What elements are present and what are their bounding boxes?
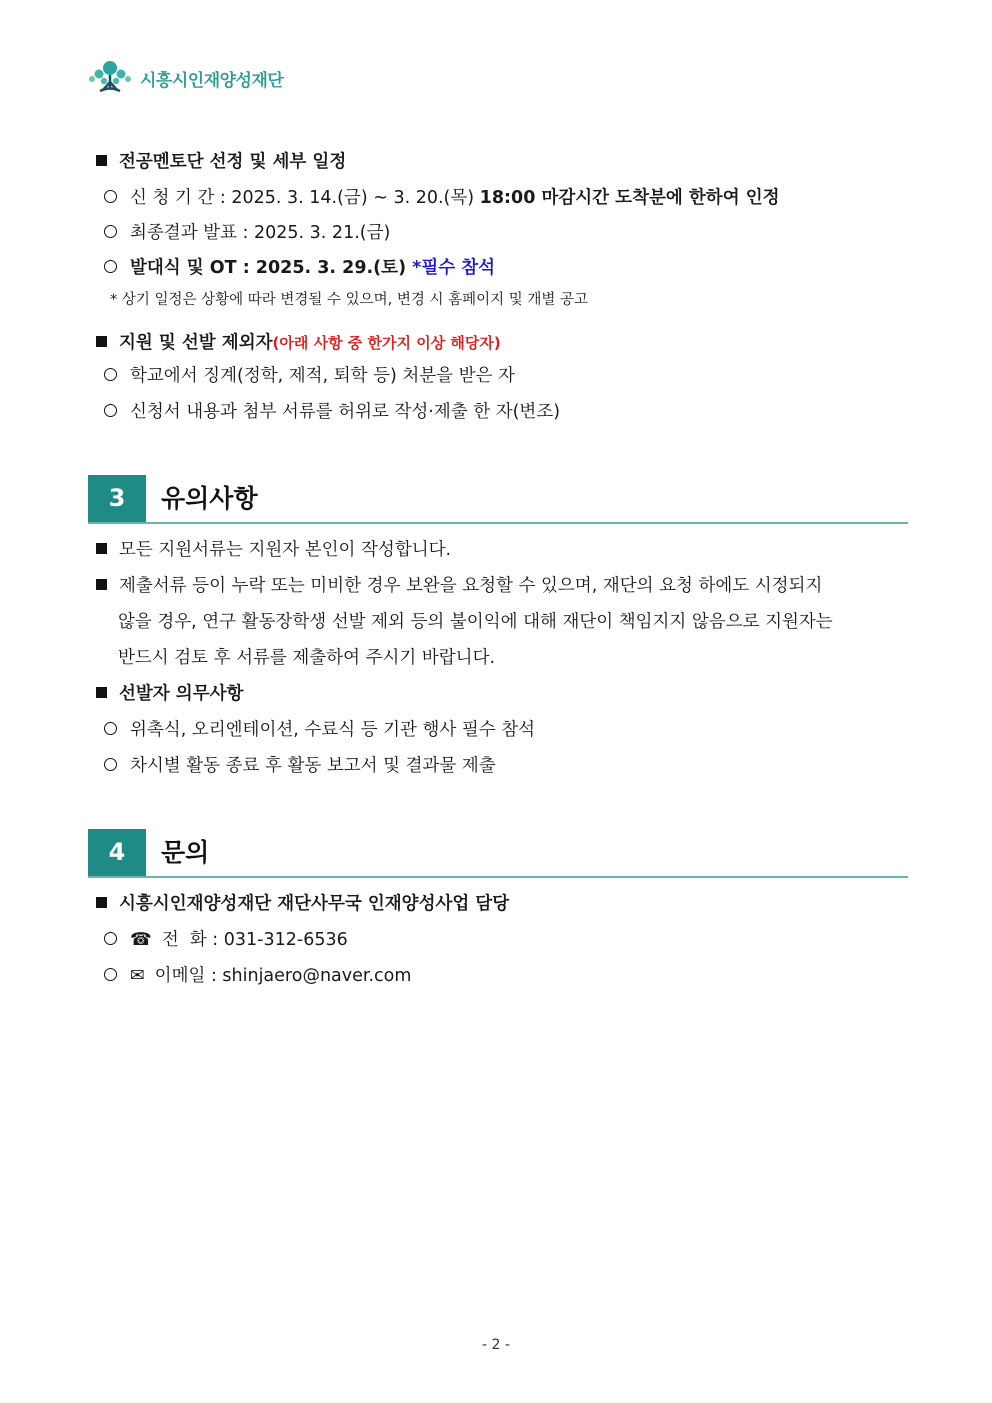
section-number: 4 <box>88 829 146 876</box>
section-title: 유의사항 <box>161 484 258 513</box>
apply-period-dates: : 2025. 3. 14.(금) ~ 3. 20.(목) <box>219 188 480 208</box>
email-address[interactable]: 이메일 : shinjaero@naver.com <box>154 966 412 986</box>
apply-period-label: 신 청 기 간 <box>130 188 215 208</box>
contact-heading: 시흥시인재양성재단 재단사무국 인재양성사업 담당 <box>96 892 509 916</box>
circle-bullet-icon <box>104 758 117 771</box>
page-number: - 2 - <box>482 1337 510 1353</box>
envelope-icon: ✉ <box>130 966 145 986</box>
ceremony-row <box>96 256 495 280</box>
circle-bullet-icon <box>104 225 117 238</box>
notice-paragraph-2: 제출서류 등이 누락 또는 미비한 경우 보완을 요청할 수 있으며, 재단의 요청 하에도 시정되지 않을 경우, 연구 활동장학생 선발 제외 등의 불이익에 대해 재단이 책임지지 않음으로 지원자는 반드시 검토 후 서류를 제출하여 주시기 바랍니다. <box>96 568 896 676</box>
circle-bullet-icon <box>104 190 117 203</box>
exclusion-item: 신청서 내용과 첨부 서류를 허위로 작성·제출 한 자(변조) <box>96 400 560 424</box>
apply-period-row <box>96 186 780 210</box>
schedule-note: * 상기 일정은 상황에 따라 변경될 수 있으며, 변경 시 홈페이지 및 개별 공고 <box>110 292 588 308</box>
circle-bullet-icon <box>104 404 117 417</box>
circle-bullet-icon <box>104 368 117 381</box>
section-title: 문의 <box>161 838 210 867</box>
telephone-icon: ☎ <box>130 930 152 950</box>
square-bullet-icon <box>96 579 107 590</box>
circle-bullet-icon <box>104 968 117 981</box>
section-4-header <box>88 829 908 878</box>
square-bullet-icon <box>96 336 107 347</box>
exclusion-heading-note: (아래 사항 중 한가지 이상 해당자) <box>272 334 501 352</box>
section-3-header <box>88 475 908 524</box>
notice-paragraph-1: 모든 지원서류는 지원자 본인이 작성합니다. <box>96 538 451 562</box>
schedule-heading: 전공멘토단 선정 및 세부 일정 <box>96 150 346 174</box>
circle-bullet-icon <box>104 260 117 273</box>
square-bullet-icon <box>96 155 107 166</box>
phone-number: 전 화 : 031-312-6536 <box>161 930 348 950</box>
foundation-logo <box>86 58 283 98</box>
duty-heading: 선발자 의무사항 <box>96 682 243 706</box>
circle-bullet-icon <box>104 722 117 735</box>
apply-deadline-note: 18:00 마감시간 도착분에 한하여 인정 <box>479 188 780 208</box>
result-row: 최종결과 발표 : 2025. 3. 21.(금) <box>96 221 390 245</box>
section-number: 3 <box>88 475 146 522</box>
square-bullet-icon <box>96 897 107 908</box>
logo-text: 시흥시인재양성재단 <box>140 70 284 91</box>
logo-tree-icon <box>86 58 134 98</box>
square-bullet-icon <box>96 687 107 698</box>
exclusion-heading: 지원 및 선발 제외자(아래 사항 중 한가지 이상 해당자) <box>96 331 501 355</box>
contact-phone-row <box>96 928 348 952</box>
required-attendance: *필수 참석 <box>412 258 496 278</box>
square-bullet-icon <box>96 543 107 554</box>
contact-email-row <box>96 964 411 988</box>
circle-bullet-icon <box>104 932 117 945</box>
ceremony-date: 발대식 및 OT : 2025. 3. 29.(토) <box>130 258 413 278</box>
duty-item: 차시별 활동 종료 후 활동 보고서 및 결과물 제출 <box>96 754 496 778</box>
duty-item: 위촉식, 오리엔테이션, 수료식 등 기관 행사 필수 참석 <box>96 718 535 742</box>
exclusion-item: 학교에서 징계(정학, 제적, 퇴학 등) 처분을 받은 자 <box>96 364 515 388</box>
